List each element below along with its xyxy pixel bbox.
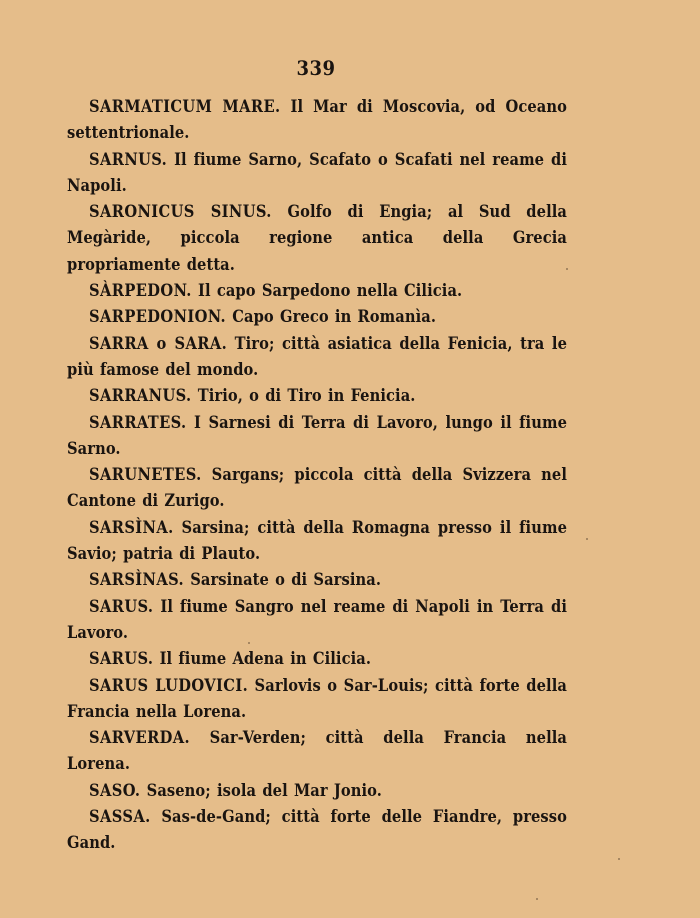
entry-headword: SARRA o SARA. xyxy=(89,333,228,353)
entry-definition: Il fiume Adena in Cilicia. xyxy=(153,649,372,669)
dictionary-entry xyxy=(67,462,567,515)
entry-headword: SARSÌNAS. xyxy=(89,570,185,590)
page-number: 339 xyxy=(296,56,336,80)
paper-speck xyxy=(618,858,620,860)
dictionary-entry xyxy=(67,147,567,200)
entry-definition: I Sarnesi di Terra di Lavoro, lungo il fiume Sarno. xyxy=(67,412,567,458)
entry-definition: Sargans; piccola città della Svizzera nel Cantone di Zurigo. xyxy=(67,465,567,511)
paper-speck xyxy=(586,538,588,540)
dictionary-entry xyxy=(67,383,567,409)
entry-definition: Il fiume Sarno, Scafato o Scafati nel reame di Napoli. xyxy=(67,149,567,195)
dictionary-entry xyxy=(67,304,567,330)
entry-headword: SARVERDA. xyxy=(89,728,191,748)
dictionary-entry xyxy=(67,567,567,593)
entry-definition: Sarsinate o di Sarsina. xyxy=(184,570,382,590)
paper-speck xyxy=(566,268,568,270)
dictionary-entry xyxy=(67,94,567,147)
entry-definition: Sarlovis o Sar-Louis; città forte della Francia nella Lorena. xyxy=(67,675,567,721)
entry-list xyxy=(67,94,567,857)
entry-definition: Sarsina; città della Romagna presso il fiume Savio; patria di Plauto. xyxy=(67,517,567,564)
entry-headword: SASO. xyxy=(89,780,141,800)
entry-headword: SÀRPEDON. xyxy=(89,281,192,301)
entry-headword: SARPEDONION. xyxy=(89,307,227,327)
paper-speck xyxy=(248,642,250,644)
entry-headword: SARUS LUDOVICI. xyxy=(89,675,249,695)
entry-headword: SARNUS. xyxy=(89,149,168,169)
entry-definition: Saseno; isola del Mar Jonio. xyxy=(140,780,382,800)
dictionary-entry xyxy=(67,199,567,278)
entry-headword: SASSA. xyxy=(89,807,151,827)
dictionary-entry xyxy=(67,778,567,804)
entry-headword: SARRANUS. xyxy=(89,386,192,406)
entry-definition: Il capo Sarpedono nella Cilicia. xyxy=(191,281,463,301)
dictionary-entry xyxy=(67,646,567,672)
entry-definition: Il Mar di Moscovia, od Oceano settentrionale. xyxy=(67,97,567,143)
dictionary-entry xyxy=(67,278,567,304)
dictionary-entry xyxy=(67,725,567,778)
dictionary-entry xyxy=(67,594,567,647)
entry-headword: SARUNETES. xyxy=(89,465,202,485)
paper-speck xyxy=(536,898,538,900)
dictionary-entry xyxy=(67,331,567,384)
entry-headword: SARUS. xyxy=(89,596,154,616)
entry-definition: Tirio, o di Tiro in Fenicia. xyxy=(191,386,416,406)
dictionary-entry xyxy=(67,673,567,726)
entry-headword: SARSÌNA. xyxy=(89,517,174,537)
entry-definition: Tiro; città asiatica della Fenicia, tra le più famose del mondo. xyxy=(67,333,567,379)
dictionary-entry xyxy=(67,804,567,857)
dictionary-entry xyxy=(67,515,567,568)
entry-definition: Capo Greco in Romanìa. xyxy=(226,307,437,327)
dictionary-entry xyxy=(67,410,567,463)
entry-headword: SARRATES. xyxy=(89,412,187,432)
entry-headword: SARUS. xyxy=(89,649,154,669)
entry-headword: SARONICUS SINUS. xyxy=(89,202,272,222)
entry-definition: Sas-de-Gand; città forte delle Fiandre, presso Gand. xyxy=(67,807,567,853)
entry-definition: Golfo di Engia; al Sud della Megàride, piccola regione antica della Grecia propriamente detta. xyxy=(67,202,567,274)
entry-headword: SARMATICUM MARE. xyxy=(89,97,281,116)
entry-definition: Sar-Verden; città della Francia nella Lorena. xyxy=(67,728,567,774)
entry-definition: Il fiume Sangro nel reame di Napoli in Terra di Lavoro. xyxy=(67,596,567,642)
